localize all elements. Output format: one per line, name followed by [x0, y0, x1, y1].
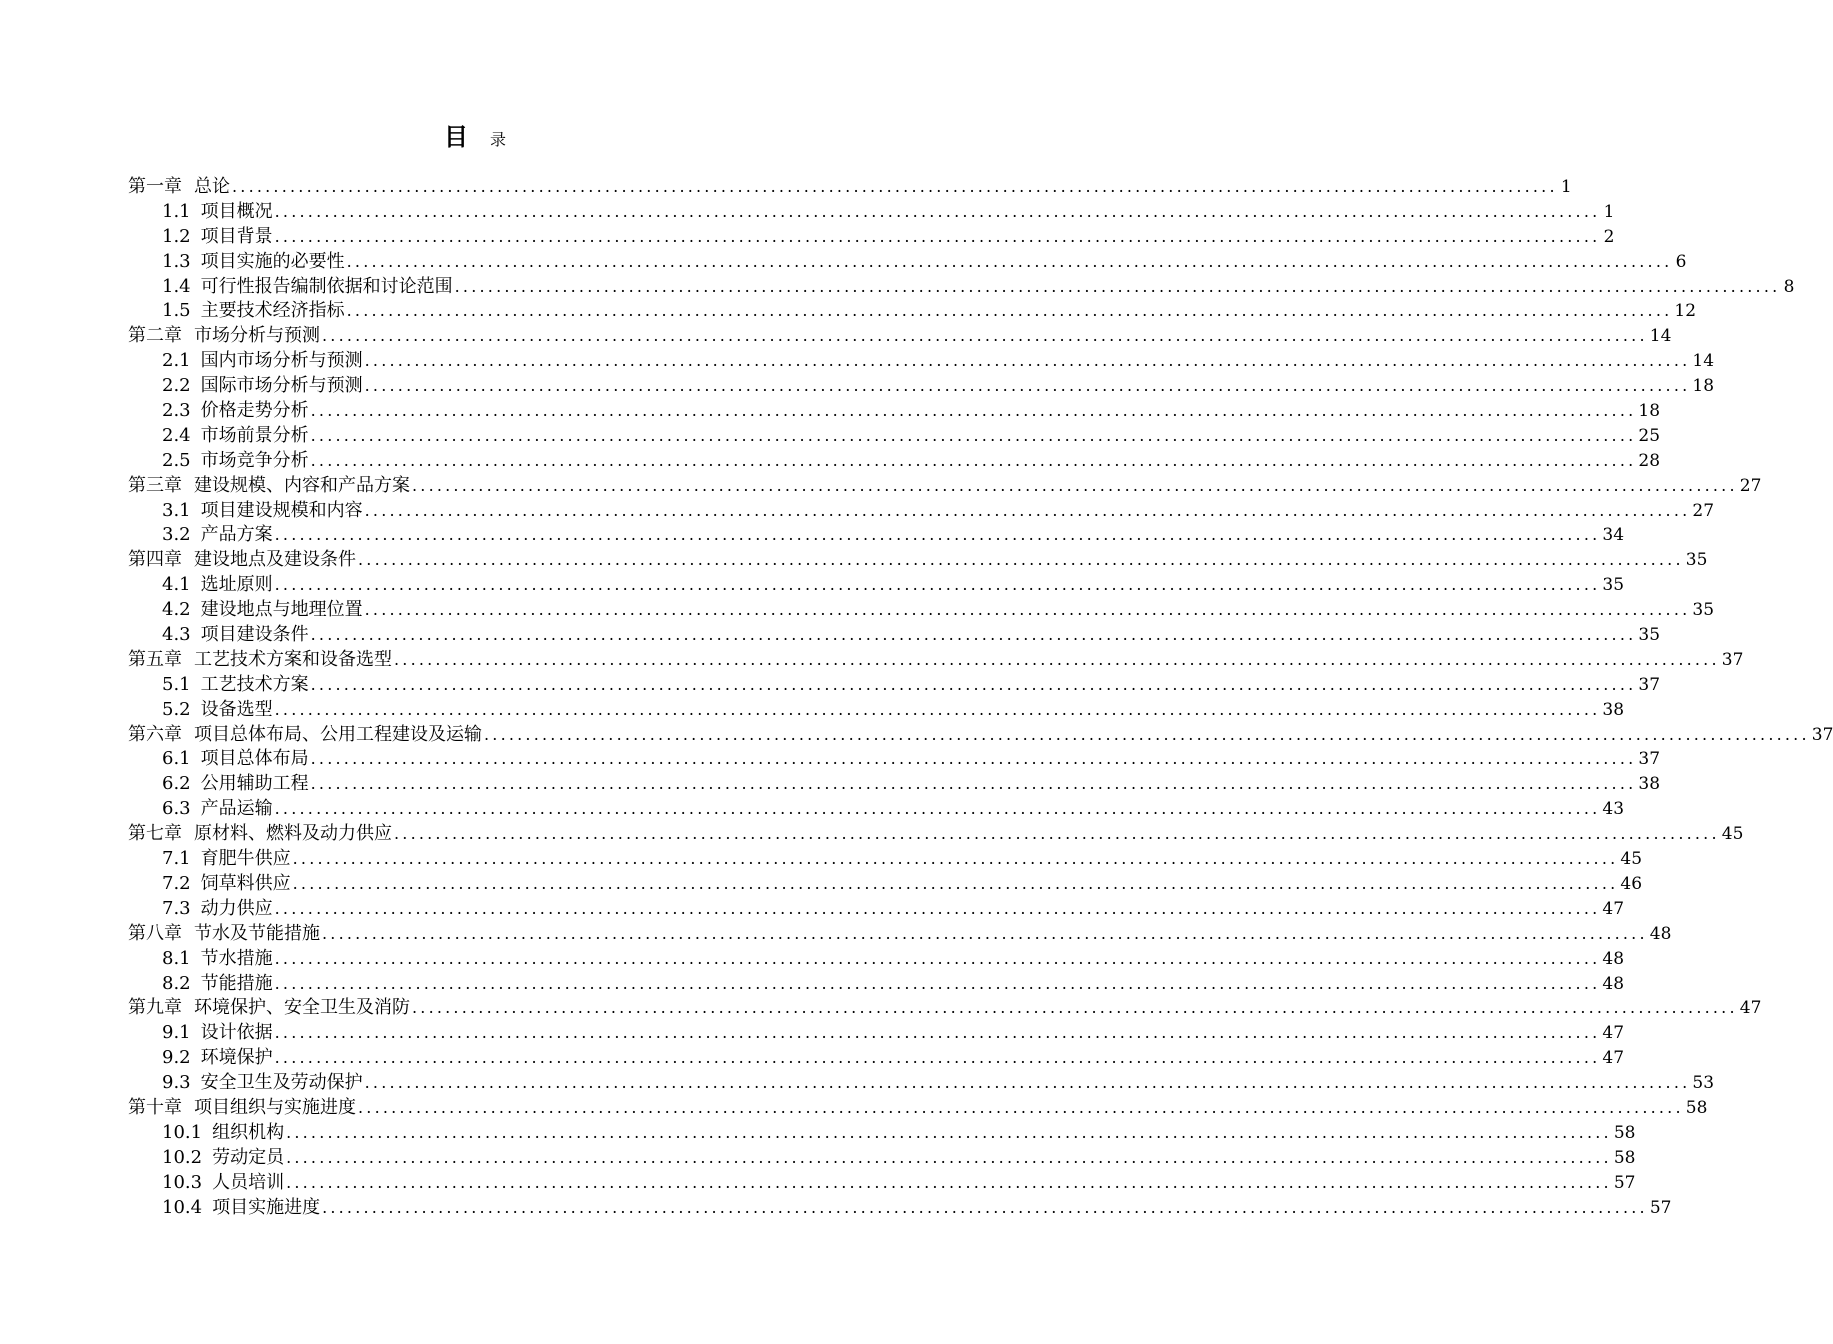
toc-dot-leader: ................................................................................................................................................................ — [346, 251, 1673, 271]
toc-section-entry[interactable] — [128, 449, 1661, 474]
toc-entry-label: 项目建设条件 — [200, 624, 309, 646]
toc-entry-page-number: 47 — [1602, 1023, 1625, 1044]
toc-entry-page-number: 48 — [1649, 923, 1672, 944]
toc-dot-leader: ................................................................................................................................................................ — [322, 326, 1648, 346]
toc-section-entry[interactable] — [128, 1171, 1636, 1196]
toc-entry-page-number: 58 — [1613, 1147, 1636, 1168]
toc-entry-page-number: 25 — [1638, 425, 1661, 446]
toc-entry-page-number: 48 — [1602, 948, 1625, 969]
toc-entry-number: 9.1 — [162, 1022, 191, 1044]
toc-dot-leader: ................................................................................................................................................................ — [322, 1197, 1648, 1217]
toc-chapter-entry[interactable] — [128, 175, 1572, 200]
toc-dot-leader: ................................................................................................................................................................ — [412, 475, 1738, 495]
toc-section-entry[interactable] — [128, 200, 1615, 225]
toc-entry-number: 第十章 — [128, 1096, 182, 1118]
toc-entry-label: 市场竞争分析 — [200, 449, 309, 471]
toc-entry-page-number: 47 — [1602, 1048, 1625, 1069]
toc-entry-label: 主要技术经济指标 — [200, 300, 345, 322]
toc-dot-leader: ................................................................................................................................................................ — [274, 226, 1601, 246]
toc-entry-label: 产品方案 — [200, 524, 273, 546]
toc-entry-number: 7.2 — [162, 872, 191, 894]
toc-title-sub: 录 — [489, 130, 506, 149]
toc-dot-leader: ................................................................................................................................................................ — [364, 1073, 1691, 1093]
toc-chapter-entry[interactable] — [128, 1096, 1708, 1121]
toc-chapter-entry[interactable] — [128, 548, 1708, 573]
toc-dot-leader: ................................................................................................................................................................ — [310, 450, 1637, 470]
toc-entry-number: 2.3 — [162, 400, 191, 422]
toc-dot-leader: ................................................................................................................................................................ — [364, 376, 1691, 396]
toc-dot-leader: ................................................................................................................................................................ — [310, 674, 1637, 694]
toc-dot-leader: ................................................................................................................................................................ — [310, 401, 1637, 421]
toc-section-entry[interactable] — [128, 424, 1661, 449]
toc-entry-number: 2.1 — [162, 350, 191, 372]
toc-entry-number: 9.3 — [162, 1072, 191, 1094]
toc-entry-label: 环境保护、安全卫生及消防 — [194, 997, 410, 1019]
toc-title-main: 目 — [443, 122, 468, 151]
toc-entry-number: 6.3 — [162, 798, 191, 820]
toc-entry-label: 节能措施 — [200, 972, 273, 994]
toc-dot-leader: ................................................................................................................................................................ — [346, 301, 1673, 321]
toc-dot-leader: ................................................................................................................................................................ — [274, 973, 1601, 993]
toc-entry-number: 第二章 — [128, 325, 182, 347]
toc-entry-page-number: 58 — [1613, 1122, 1636, 1143]
toc-section-entry[interactable] — [128, 772, 1661, 797]
toc-dot-leader: ................................................................................................................................................................ — [286, 1122, 1612, 1142]
toc-entry-page-number: 53 — [1692, 1073, 1715, 1094]
toc-entry-label: 国际市场分析与预测 — [200, 375, 363, 397]
toc-dot-leader: ................................................................................................................................................................ — [274, 948, 1601, 968]
toc-entry-label: 节水及节能措施 — [194, 922, 320, 944]
toc-entry-page-number: 57 — [1649, 1197, 1672, 1218]
toc-entry-number: 1.3 — [162, 250, 191, 272]
toc-entry-page-number: 35 — [1602, 575, 1625, 596]
toc-entry-number: 7.1 — [162, 848, 191, 870]
toc-section-entry[interactable] — [128, 399, 1661, 424]
toc-entry-label: 组织机构 — [212, 1121, 285, 1143]
toc-dot-leader: ................................................................................................................................................................ — [484, 724, 1810, 744]
toc-entry-number: 8.1 — [162, 947, 191, 969]
toc-entry-label: 饲草料供应 — [200, 872, 291, 894]
toc-dot-leader: ................................................................................................................................................................ — [358, 550, 1684, 570]
toc-section-entry[interactable] — [128, 523, 1625, 548]
toc-entry-number: 10.3 — [162, 1171, 203, 1193]
toc-entry-number: 6.1 — [162, 748, 191, 770]
toc-entry-number: 第五章 — [128, 648, 182, 670]
toc-section-entry[interactable] — [128, 374, 1715, 399]
toc-entry-page-number: 18 — [1692, 376, 1715, 397]
toc-entry-page-number: 1 — [1603, 201, 1615, 222]
toc-entry-number: 5.1 — [162, 673, 191, 695]
toc-entry-page-number: 8 — [1783, 276, 1795, 297]
toc-entry-label: 项目概况 — [200, 200, 273, 222]
toc-dot-leader: ................................................................................................................................................................ — [310, 425, 1637, 445]
toc-entry-number: 7.3 — [162, 897, 191, 919]
toc-entry-number: 第九章 — [128, 997, 182, 1019]
toc-section-entry[interactable] — [128, 1071, 1715, 1096]
toc-entry-page-number: 37 — [1638, 749, 1661, 770]
toc-entry-number: 4.2 — [162, 599, 191, 621]
toc-chapter-entry[interactable] — [128, 648, 1744, 673]
toc-entry-page-number: 48 — [1602, 973, 1625, 994]
toc-chapter-entry[interactable] — [128, 723, 1833, 748]
toc-entry-page-number: 37 — [1638, 674, 1661, 695]
toc-entry-page-number: 45 — [1620, 849, 1643, 870]
toc-section-entry[interactable] — [128, 225, 1615, 250]
toc-entry-number: 1.1 — [162, 200, 191, 222]
toc-section-entry[interactable] — [128, 947, 1625, 972]
toc-section-entry[interactable] — [128, 623, 1661, 648]
toc-entry-page-number: 46 — [1620, 873, 1643, 894]
toc-entry-number: 10.2 — [162, 1146, 203, 1168]
toc-entry-page-number: 6 — [1675, 251, 1687, 272]
toc-chapter-entry[interactable] — [128, 922, 1672, 947]
toc-entry-label: 项目组织与实施进度 — [194, 1096, 356, 1118]
toc-dot-leader: ................................................................................................................................................................ — [310, 625, 1637, 645]
toc-entry-page-number: 45 — [1721, 824, 1744, 845]
toc-entry-label: 国内市场分析与预测 — [200, 350, 363, 372]
toc-section-entry[interactable] — [128, 1196, 1672, 1221]
toc-section-entry[interactable] — [128, 747, 1661, 772]
toc-entry-page-number: 27 — [1739, 475, 1762, 496]
toc-entry-number: 2.2 — [162, 375, 191, 397]
toc-entry-label: 市场分析与预测 — [194, 325, 320, 347]
toc-dot-leader: ................................................................................................................................................................ — [274, 898, 1601, 918]
toc-entry-number: 2.4 — [162, 424, 191, 446]
toc-dot-leader: ................................................................................................................................................................ — [292, 873, 1619, 893]
toc-dot-leader: ................................................................................................................................................................ — [274, 201, 1601, 221]
toc-section-entry[interactable] — [128, 299, 1697, 324]
toc-section-entry[interactable] — [128, 897, 1625, 922]
toc-entry-label: 选址原则 — [200, 574, 273, 596]
toc-entry-page-number: 57 — [1613, 1172, 1636, 1193]
toc-dot-leader: ................................................................................................................................................................ — [274, 699, 1601, 719]
toc-dot-leader: ................................................................................................................................................................ — [358, 1097, 1684, 1117]
toc-dot-leader: ................................................................................................................................................................ — [412, 998, 1738, 1018]
toc-entry-label: 设备选型 — [200, 698, 273, 720]
toc-entry-page-number: 34 — [1602, 525, 1625, 546]
toc-entry-label: 产品运输 — [200, 798, 273, 820]
toc-section-entry[interactable] — [128, 847, 1643, 872]
toc-entry-page-number: 1 — [1560, 177, 1572, 197]
toc-chapter-entry[interactable] — [128, 822, 1744, 847]
toc-chapter-entry[interactable] — [128, 324, 1672, 349]
toc-entry-label: 建设地点与地理位置 — [200, 599, 363, 621]
toc-entry-label: 价格走势分析 — [200, 400, 309, 422]
toc-entry-label: 原材料、燃料及动力供应 — [194, 823, 392, 845]
toc-dot-leader: ................................................................................................................................................................ — [322, 923, 1648, 943]
toc-entry-label: 工艺技术方案和设备选型 — [194, 648, 392, 670]
toc-entry-label: 工艺技术方案 — [200, 673, 309, 695]
toc-section-entry[interactable] — [128, 573, 1625, 598]
toc-chapter-entry[interactable] — [128, 474, 1762, 499]
toc-entry-page-number: 14 — [1692, 351, 1715, 372]
toc-dot-leader: ................................................................................................................................................................ — [292, 849, 1619, 869]
toc-entry-number: 9.2 — [162, 1047, 191, 1069]
toc-entry-number: 第三章 — [128, 474, 182, 496]
toc-entry-page-number: 47 — [1739, 998, 1762, 1019]
toc-entry-number: 5.2 — [162, 698, 191, 720]
toc-entry-number: 1.2 — [162, 225, 191, 247]
toc-dot-leader: ................................................................................................................................................................ — [364, 500, 1691, 520]
toc-entry-number: 3.1 — [162, 499, 191, 521]
toc-entry-label: 动力供应 — [200, 897, 273, 919]
toc-entry-label: 可行性报告编制依据和讨论范围 — [200, 275, 453, 297]
toc-section-entry[interactable] — [128, 972, 1625, 997]
toc-entry-number: 第一章 — [128, 176, 182, 197]
toc-section-entry[interactable] — [128, 673, 1661, 698]
table-of-contents — [128, 175, 1833, 1220]
toc-entry-page-number: 35 — [1692, 600, 1715, 621]
toc-entry-page-number: 14 — [1649, 326, 1672, 347]
toc-entry-number: 第七章 — [128, 823, 182, 845]
toc-entry-label: 项目实施的必要性 — [200, 250, 345, 272]
toc-entry-label: 项目总体布局、公用工程建设及运输 — [194, 723, 482, 745]
toc-entry-page-number: 2 — [1603, 226, 1615, 247]
toc-entry-page-number: 28 — [1638, 450, 1661, 471]
toc-entry-page-number: 27 — [1692, 500, 1715, 521]
toc-entry-label: 项目总体布局 — [200, 748, 309, 770]
toc-chapter-entry[interactable] — [128, 996, 1762, 1021]
toc-entry-label: 人员培训 — [212, 1171, 285, 1193]
toc-entry-page-number: 38 — [1602, 699, 1625, 720]
toc-entry-label: 公用辅助工程 — [200, 773, 309, 795]
toc-entry-label: 建设地点及建设条件 — [194, 549, 356, 571]
toc-entry-label: 建设规模、内容和产品方案 — [194, 474, 410, 496]
toc-entry-label: 节水措施 — [200, 947, 273, 969]
toc-dot-leader: ................................................................................................................................................................ — [364, 351, 1691, 371]
toc-section-entry[interactable] — [128, 1146, 1636, 1171]
toc-entry-number: 10.4 — [162, 1196, 203, 1218]
toc-entry-number: 第四章 — [128, 549, 182, 571]
toc-dot-leader: ................................................................................................................................................................ — [274, 525, 1601, 545]
toc-section-entry[interactable] — [128, 1021, 1625, 1046]
toc-entry-label: 项目背景 — [200, 225, 273, 247]
toc-dot-leader: ................................................................................................................................................................ — [454, 276, 1781, 296]
toc-entry-page-number: 38 — [1638, 774, 1661, 795]
toc-dot-leader: ................................................................................................................................................................ — [274, 799, 1601, 819]
toc-dot-leader: ................................................................................................................................................................ — [286, 1147, 1612, 1167]
toc-entry-page-number: 12 — [1674, 301, 1697, 322]
toc-entry-page-number: 58 — [1685, 1097, 1708, 1118]
toc-entry-number: 2.5 — [162, 449, 191, 471]
toc-section-entry[interactable] — [128, 1046, 1625, 1071]
toc-entry-page-number: 35 — [1685, 550, 1708, 571]
toc-dot-leader: ................................................................................................................................................................ — [364, 600, 1691, 620]
toc-entry-label: 设计依据 — [200, 1022, 273, 1044]
toc-section-entry[interactable] — [128, 349, 1715, 374]
toc-section-entry[interactable] — [128, 872, 1643, 897]
toc-entry-page-number: 37 — [1721, 649, 1744, 670]
toc-dot-leader: ................................................................................................................................................................ — [274, 575, 1601, 595]
toc-dot-leader: ................................................................................................................................................................ — [232, 177, 1558, 196]
toc-section-entry[interactable] — [128, 797, 1625, 822]
toc-section-entry[interactable] — [128, 250, 1687, 275]
toc-dot-leader: ................................................................................................................................................................ — [310, 774, 1637, 794]
toc-entry-page-number: 18 — [1638, 401, 1661, 422]
toc-entry-label: 总论 — [194, 176, 230, 197]
toc-entry-number: 1.5 — [162, 300, 191, 322]
toc-dot-leader: ................................................................................................................................................................ — [274, 1023, 1601, 1043]
toc-entry-page-number: 35 — [1638, 625, 1661, 646]
toc-entry-label: 劳动定员 — [212, 1146, 285, 1168]
toc-entry-label: 项目实施进度 — [212, 1196, 321, 1218]
toc-entry-number: 1.4 — [162, 275, 191, 297]
toc-entry-number: 10.1 — [162, 1121, 203, 1143]
toc-dot-leader: ................................................................................................................................................................ — [310, 749, 1637, 769]
toc-entry-number: 4.3 — [162, 624, 191, 646]
toc-section-entry[interactable] — [128, 499, 1715, 524]
toc-title — [0, 122, 950, 155]
toc-dot-leader: ................................................................................................................................................................ — [286, 1172, 1612, 1192]
toc-dot-leader: ................................................................................................................................................................ — [394, 649, 1720, 669]
toc-entry-label: 项目建设规模和内容 — [200, 499, 363, 521]
toc-section-entry[interactable] — [128, 598, 1715, 623]
toc-entry-label: 安全卫生及劳动保护 — [200, 1072, 363, 1094]
toc-section-entry[interactable] — [128, 1121, 1636, 1146]
toc-entry-label: 环境保护 — [200, 1047, 273, 1069]
toc-entry-number: 4.1 — [162, 574, 191, 596]
toc-entry-page-number: 37 — [1811, 724, 1833, 745]
toc-entry-number: 6.2 — [162, 773, 191, 795]
toc-section-entry[interactable] — [128, 275, 1795, 300]
toc-entry-number: 第八章 — [128, 922, 182, 944]
toc-section-entry[interactable] — [128, 698, 1625, 723]
toc-dot-leader: ................................................................................................................................................................ — [274, 1048, 1601, 1068]
toc-dot-leader: ................................................................................................................................................................ — [394, 824, 1720, 844]
toc-entry-number: 3.2 — [162, 524, 191, 546]
toc-entry-label: 市场前景分析 — [200, 424, 309, 446]
toc-entry-page-number: 47 — [1602, 898, 1625, 919]
toc-entry-number: 8.2 — [162, 972, 191, 994]
toc-entry-number: 第六章 — [128, 723, 182, 745]
toc-entry-page-number: 43 — [1602, 799, 1625, 820]
toc-entry-label: 育肥牛供应 — [200, 848, 291, 870]
